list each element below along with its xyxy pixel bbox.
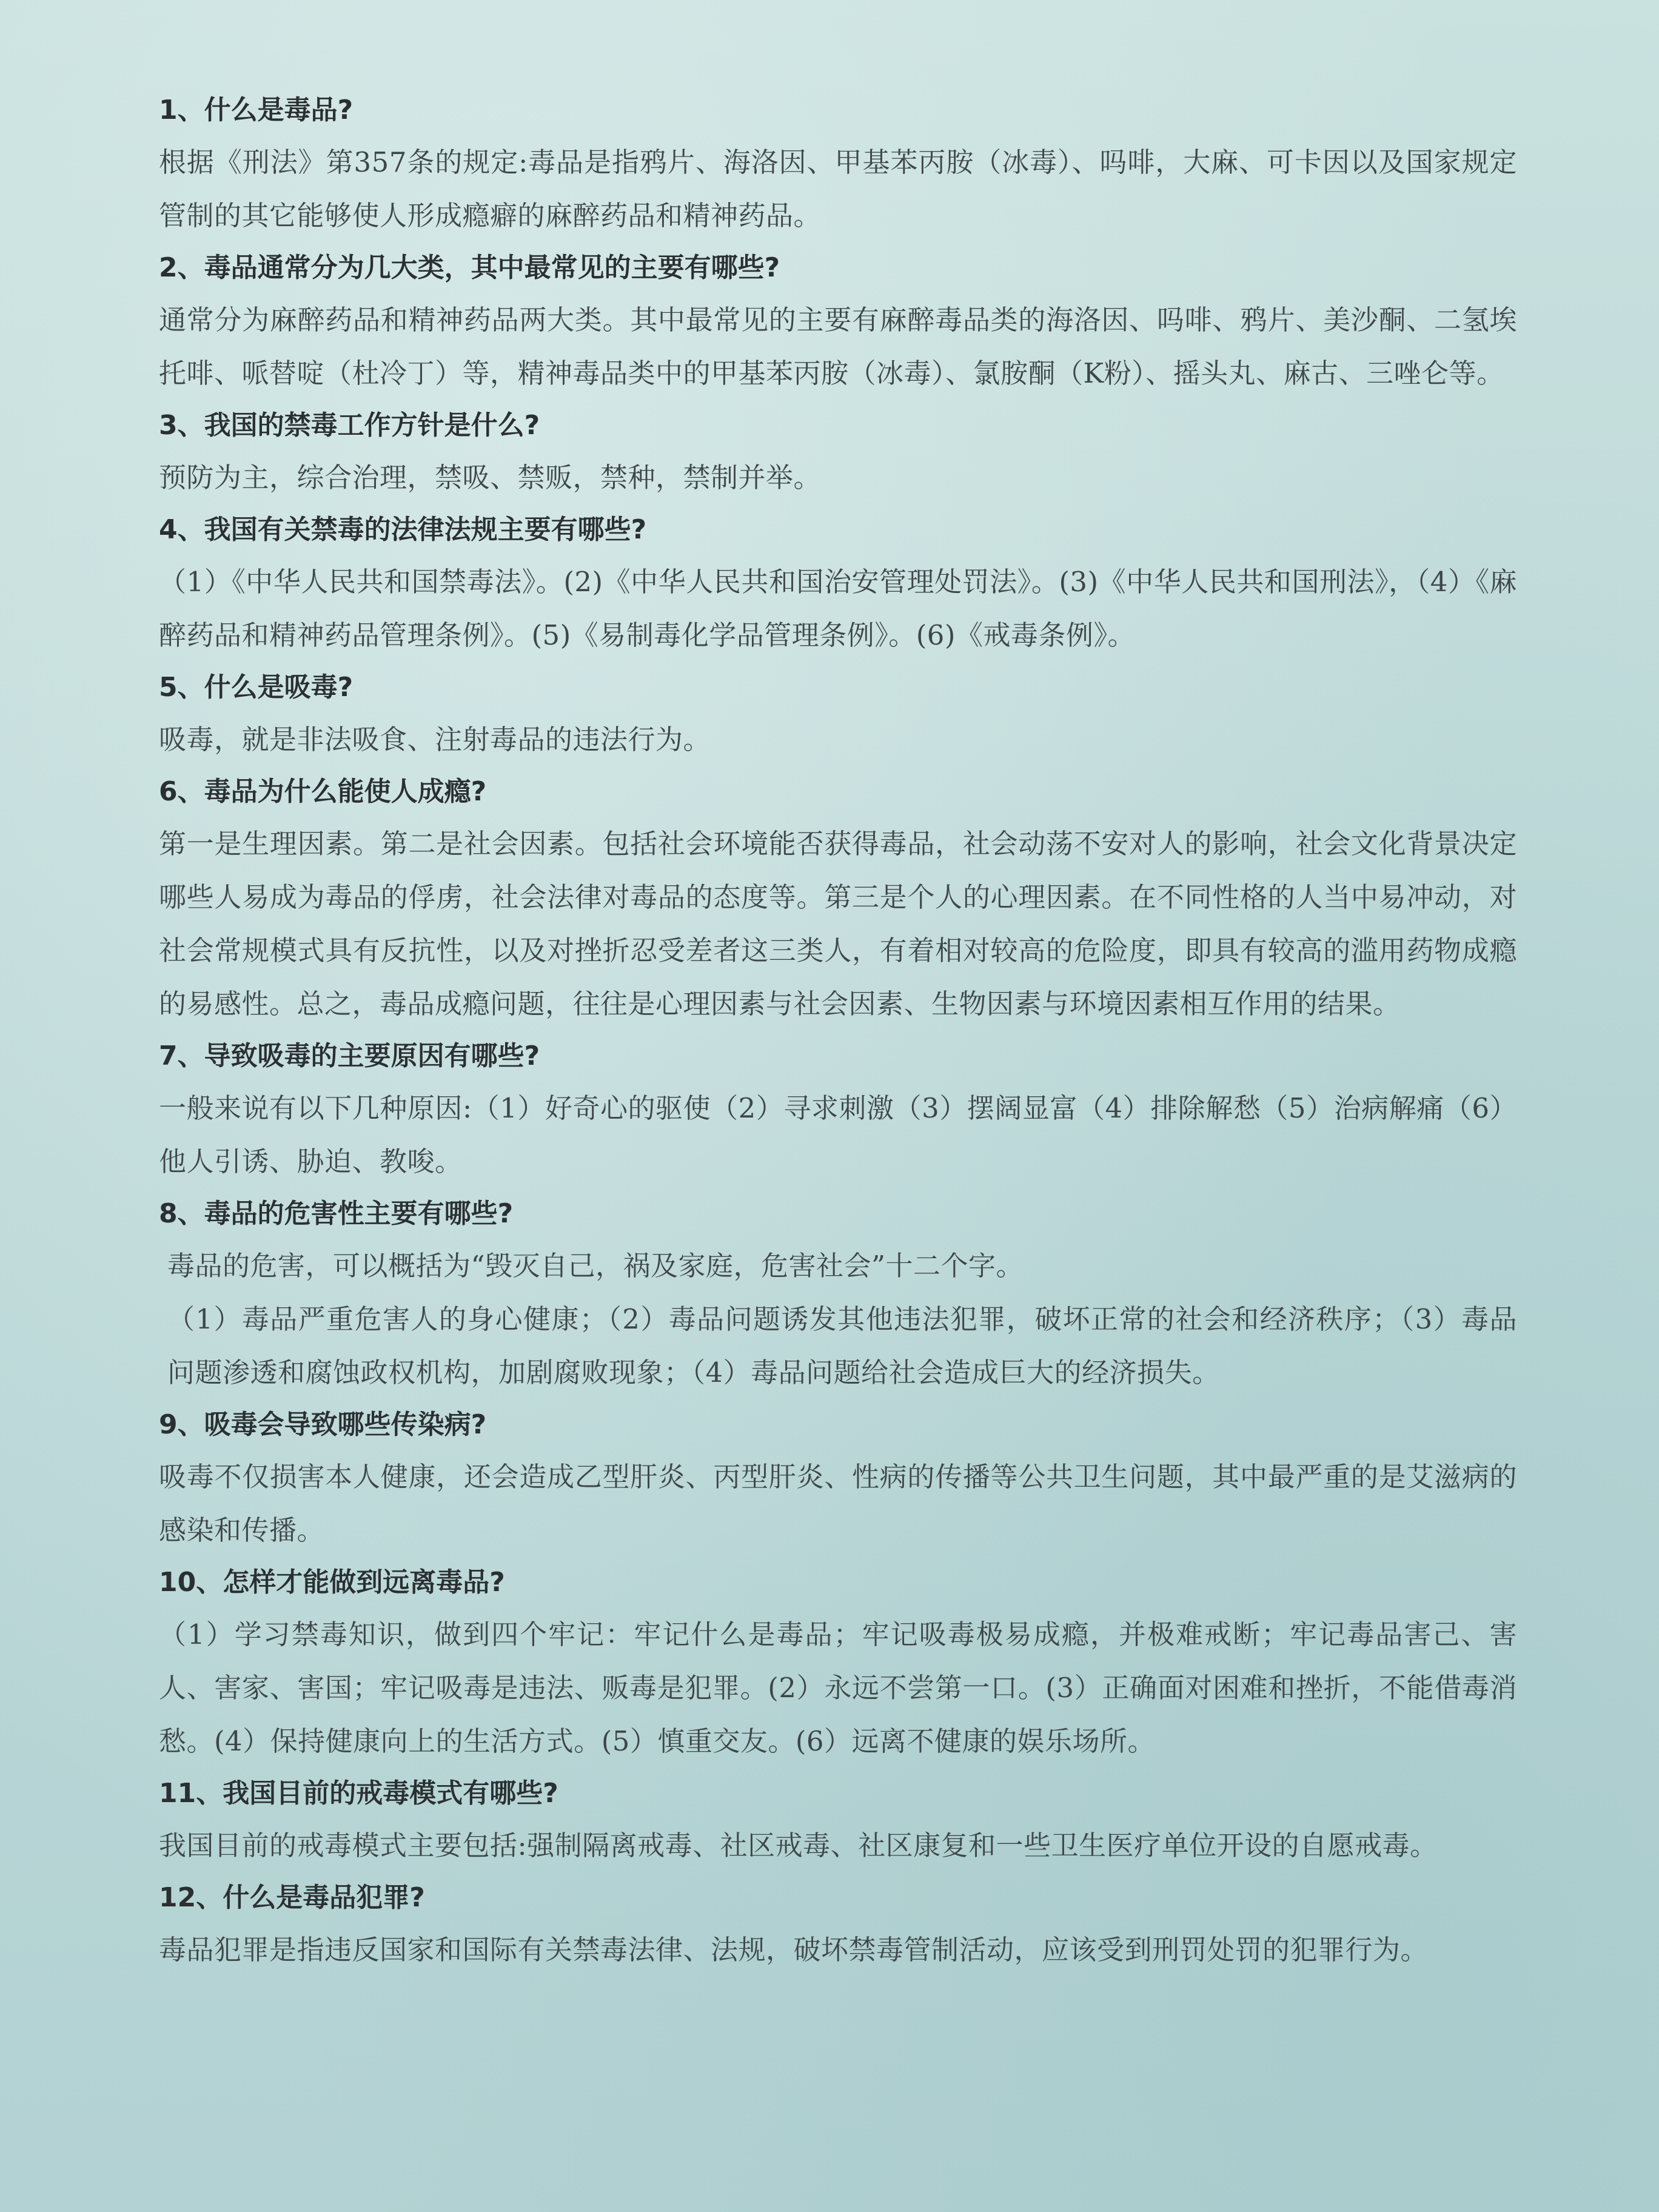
answer-text <box>159 555 1517 662</box>
qa-item-2 <box>159 243 1517 400</box>
qa-item-11 <box>159 1768 1517 1872</box>
question-heading: 9、吸毒会导致哪些传染病? <box>159 1409 487 1440</box>
answer-text <box>159 713 1517 766</box>
answer-paragraph: 吸毒不仅损害本人健康，还会造成乙型肝炎、丙型肝炎、性病的传播等公共卫生问题，其中最严重的是艾滋病的感染和传播。 <box>159 1461 1517 1546</box>
answer-text <box>159 1239 1517 1399</box>
qa-item-6 <box>159 766 1517 1031</box>
answer-paragraph: 我国目前的戒毒模式主要包括:强制隔离戒毒、社区戒毒、社区康复和一些卫生医疗单位开设的自愿戒毒。 <box>159 1829 1438 1862</box>
answer-paragraph: 第一是生理因素。第二是社会因素。包括社会环境能否获得毒品，社会动荡不安对人的影响，社会文化背景决定哪些人易成为毒品的俘虏，社会法律对毒品的态度等。第三是个人的心理因素。在不同性格的人当中易冲动，对社会常规模式具有反抗性，以及对挫折忍受差者这三类人，有着相对较高的危险度，即具有较高的滥用药物成瘾的易感性。总之，毒品成瘾问题，往往是心理因素与社会因素、生物因素与环境因素相互作用的结果。 <box>159 828 1517 1020</box>
answer-text <box>159 1608 1517 1768</box>
qa-item-7 <box>159 1031 1517 1188</box>
answer-text <box>159 817 1517 1031</box>
answer-paragraph: 吸毒，就是非法吸食、注射毒品的违法行为。 <box>159 723 711 756</box>
qa-item-4 <box>159 504 1517 662</box>
answer-paragraph: 预防为主，综合治理，禁吸、禁贩，禁种，禁制并举。 <box>159 461 822 494</box>
question-heading: 12、什么是毒品犯罪? <box>159 1882 425 1913</box>
question-heading: 3、我国的禁毒工作方针是什么? <box>159 410 540 441</box>
answer-text <box>159 451 1517 504</box>
answer-paragraph: 一般来说有以下几种原因:（1）好奇心的驱使（2）寻求刺激（3）摆阔显富（4）排除解愁（5）治病解痛（6）他人引诱、胁迫、教唆。 <box>159 1092 1517 1178</box>
question-heading: 7、导致吸毒的主要原因有哪些? <box>159 1041 540 1071</box>
answer-paragraph: 根据《刑法》第357条的规定:毒品是指鸦片、海洛因、甲基苯丙胺（冰毒）、吗啡，大麻、可卡因以及国家规定管制的其它能够使人形成瘾癖的麻醉药品和精神药品。 <box>159 146 1517 232</box>
answer-paragraph: 通常分为麻醉药品和精神药品两大类。其中最常见的主要有麻醉毒品类的海洛因、吗啡、鸦片、美沙酮、二氢埃托啡、哌替啶（杜冷丁）等，精神毒品类中的甲基苯丙胺（冰毒）、氯胺酮（K粉）、摇头丸、麻古、三唑仑等。 <box>159 304 1517 389</box>
qa-item-1 <box>159 85 1517 243</box>
question-heading: 6、毒品为什么能使人成瘾? <box>159 776 487 807</box>
question-heading: 11、我国目前的戒毒模式有哪些? <box>159 1778 558 1809</box>
answer-text <box>159 1819 1517 1872</box>
qa-item-8 <box>159 1188 1517 1399</box>
answer-paragraph: 毒品犯罪是指违反国家和国际有关禁毒法律、法规，破坏禁毒管制活动，应该受到刑罚处罚的犯罪行为。 <box>159 1934 1429 1966</box>
answer-text <box>159 1082 1517 1188</box>
qa-item-9 <box>159 1399 1517 1557</box>
question-heading: 8、毒品的危害性主要有哪些? <box>159 1198 514 1229</box>
answer-paragraph: （1）《中华人民共和国禁毒法》。(2)《中华人民共和国治安管理处罚法》。(3)《中华人民共和国刑法》，（4）《麻醉药品和精神药品管理条例》。(5)《易制毒化学品管理条例》。(6)《戒毒条例》。 <box>159 566 1517 651</box>
question-heading: 1、什么是毒品? <box>159 95 354 126</box>
answer-paragraph: （1）毒品严重危害人的身心健康；（2）毒品问题诱发其他违法犯罪，破坏正常的社会和经济秩序；（3）毒品问题渗透和腐蚀政权机构，加剧腐败现象；（4）毒品问题给社会造成巨大的经济损失。 <box>167 1303 1517 1389</box>
question-heading: 2、毒品通常分为几大类，其中最常见的主要有哪些? <box>159 252 780 283</box>
qa-item-3 <box>159 400 1517 504</box>
answer-paragraph: （1）学习禁毒知识，做到四个牢记：牢记什么是毒品；牢记吸毒极易成瘾，并极难戒断；牢记毒品害己、害人、害家、害国；牢记吸毒是违法、贩毒是犯罪。(2）永远不尝第一口。(3）正确面对困难和挫折，不能借毒消愁。(4）保持健康向上的生活方式。(5）慎重交友。(6）远离不健康的娱乐场所。 <box>159 1618 1517 1757</box>
document-page <box>159 85 1517 1977</box>
answer-text <box>159 136 1517 243</box>
question-heading: 4、我国有关禁毒的法律法规主要有哪些? <box>159 514 647 545</box>
qa-item-5 <box>159 662 1517 766</box>
question-heading: 5、什么是吸毒? <box>159 672 354 703</box>
answer-text <box>159 293 1517 400</box>
question-heading: 10、怎样才能做到远离毒品? <box>159 1567 505 1598</box>
qa-item-10 <box>159 1557 1517 1768</box>
qa-item-12 <box>159 1872 1517 1977</box>
answer-text <box>159 1923 1517 1977</box>
answer-text <box>159 1450 1517 1557</box>
answer-paragraph: 毒品的危害，可以概括为“毁灭自己，祸及家庭，危害社会”十二个字。 <box>167 1250 1024 1282</box>
